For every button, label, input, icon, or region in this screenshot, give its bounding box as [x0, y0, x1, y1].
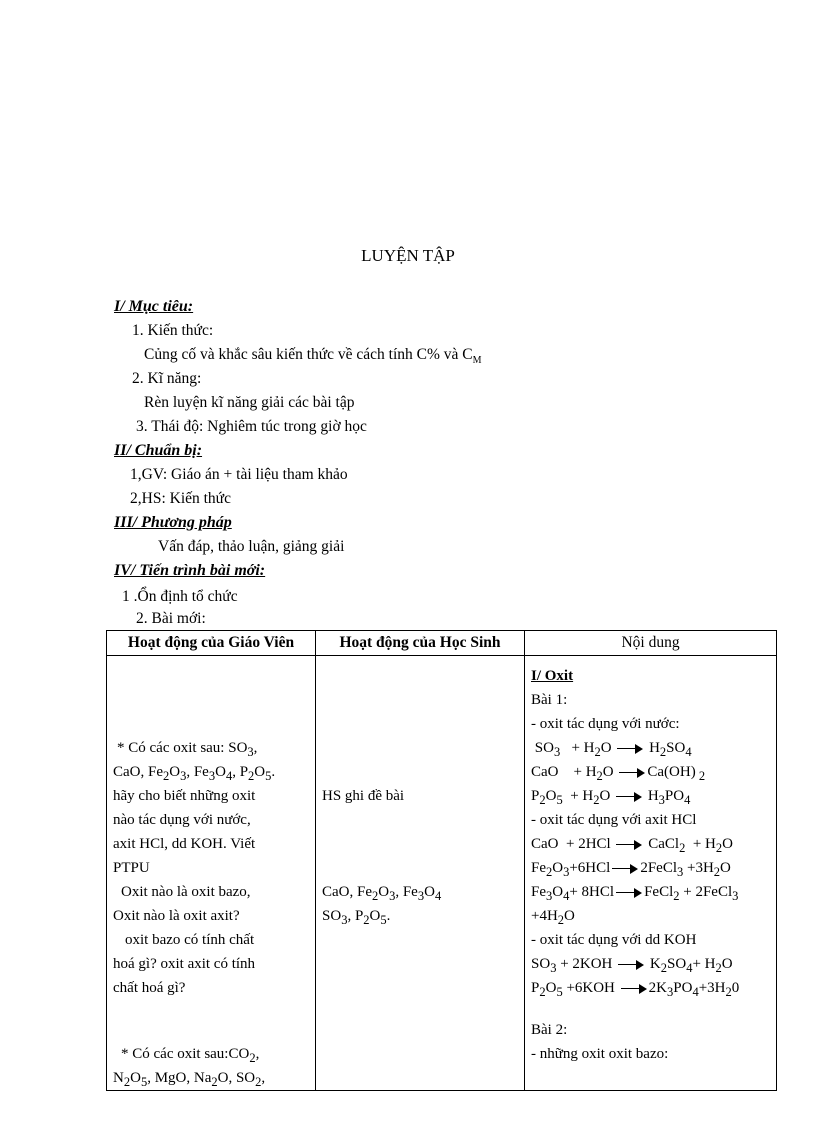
- content-line: - những oxit oxit bazo:: [531, 1046, 669, 1062]
- content-heading: I/ Oxit: [531, 668, 574, 684]
- content-line: - oxit tác dụng với axit HCl: [531, 812, 697, 828]
- equation: $Fe_3O_4+ 8HCl$ FeCl$_2$ + 2FeCl$_3$: [531, 884, 739, 903]
- teacher-line: axit HCl, dd KOH. Viết: [113, 836, 256, 852]
- lesson-table: [106, 630, 777, 1091]
- teacher-line: * Có các oxit sau: $SO_3$,: [117, 740, 258, 759]
- content-line: Bài 2:: [531, 1022, 568, 1038]
- table-header-row: [107, 631, 777, 656]
- teacher-line: Oxit nào là oxit axit?: [113, 908, 240, 924]
- equation: $P_2O_5 + H_2O$ $H_3PO_4$: [531, 788, 691, 807]
- teacher-line: * Có các oxit $sau:CO_2$,: [121, 1046, 260, 1065]
- equation: CaO + 2HCl CaCl$_2$ + $H_2O$: [531, 836, 733, 855]
- equation: $P_2O_5 +6KOH$ $2K_3PO_4+3H_20$: [531, 980, 740, 999]
- arrow-icon: [618, 960, 644, 970]
- arrow-icon: [617, 744, 643, 754]
- header-content: Nội dung: [525, 631, 777, 656]
- method-text: Vấn đáp, thảo luận, giảng giải: [158, 538, 345, 555]
- teacher-line: Oxit nào là oxit bazo,: [121, 884, 251, 900]
- arrow-icon: [616, 840, 642, 850]
- arrow-icon: [616, 792, 642, 802]
- equation: $SO_3 + H_2O$ $H_2SO_4$: [531, 740, 692, 759]
- skills-label: 2. Kĩ năng:: [132, 370, 202, 387]
- teacher-line: CaO, $Fe_2O_3$, $Fe_3O_4$, $P_2O_5$.: [113, 764, 276, 783]
- student-cell: [316, 656, 525, 1091]
- equation: $+4H_2O$: [531, 908, 575, 927]
- teacher-line: chất hoá gì?: [113, 980, 186, 996]
- equation: $Fe_2O_3+6HCl$ 2FeCl$_3$ $+3H_2O$: [531, 860, 731, 879]
- content-line: Bài 1:: [531, 692, 568, 708]
- section-preparation-heading: II/ Chuẩn bị:: [114, 442, 203, 459]
- header-student: Hoạt động của Học Sinh: [316, 631, 525, 656]
- student-line: HS ghi đề bài: [322, 788, 405, 804]
- teacher-line: hoá gì? oxit axit có tính: [113, 956, 256, 972]
- content-cell: [525, 656, 777, 1091]
- equation: CaO + $H_2O$ Ca(OH) $_2$: [531, 764, 706, 783]
- arrow-icon: [621, 984, 647, 994]
- student-line: $SO_3$, $P_2O_5$.: [322, 908, 391, 927]
- new-lesson: 2. Bài mới:: [136, 610, 206, 627]
- teacher-line: hãy cho biết những oxit: [113, 788, 256, 804]
- knowledge-text: Củng cố và khắc sâu kiến thức về cách tính C% và $C_M$: [144, 346, 482, 367]
- class-organization: 1 .Ổn định tổ chức: [122, 588, 238, 605]
- teacher-line: $N_2O_5$, MgO, $Na_2O$, $SO_2$,: [113, 1070, 266, 1089]
- arrow-icon: [616, 888, 642, 898]
- knowledge-label: 1. Kiến thức:: [132, 322, 214, 339]
- skills-text: Rèn luyện kĩ năng giải các bài tập: [144, 394, 355, 411]
- teacher-prep: 1,GV: Giáo án + tài liệu tham khảo: [130, 466, 348, 483]
- section-method-heading: III/ Phương pháp: [114, 514, 232, 531]
- table-row: [107, 656, 777, 1091]
- teacher-line: oxit bazo có tính chất: [125, 932, 255, 948]
- teacher-line: PTPU: [113, 860, 150, 876]
- arrow-icon: [612, 864, 638, 874]
- section-process-heading: IV/ Tiến trình bài mới:: [114, 562, 266, 579]
- attitude-text: 3. Thái độ: Nghiêm túc trong giờ học: [136, 418, 367, 435]
- section-objectives-heading: I/ Mục tiêu:: [114, 298, 194, 315]
- page-title: LUYỆN TẬP: [361, 246, 455, 265]
- header-teacher: Hoạt động của Giáo Viên: [107, 631, 316, 656]
- content-line: - oxit tác dụng với nước:: [531, 716, 680, 732]
- equation: $SO_3 + 2KOH$ $K_2SO_4+ H_2O$: [531, 956, 733, 975]
- teacher-line: nào tác dụng với nước,: [113, 812, 251, 828]
- teacher-cell: [107, 656, 316, 1091]
- student-line: CaO, $Fe_2O_3$, $Fe_3O_4$: [322, 884, 442, 903]
- student-prep: 2,HS: Kiến thức: [130, 490, 231, 507]
- arrow-icon: [619, 768, 645, 778]
- content-line: - oxit tác dụng với dd KOH: [531, 932, 697, 948]
